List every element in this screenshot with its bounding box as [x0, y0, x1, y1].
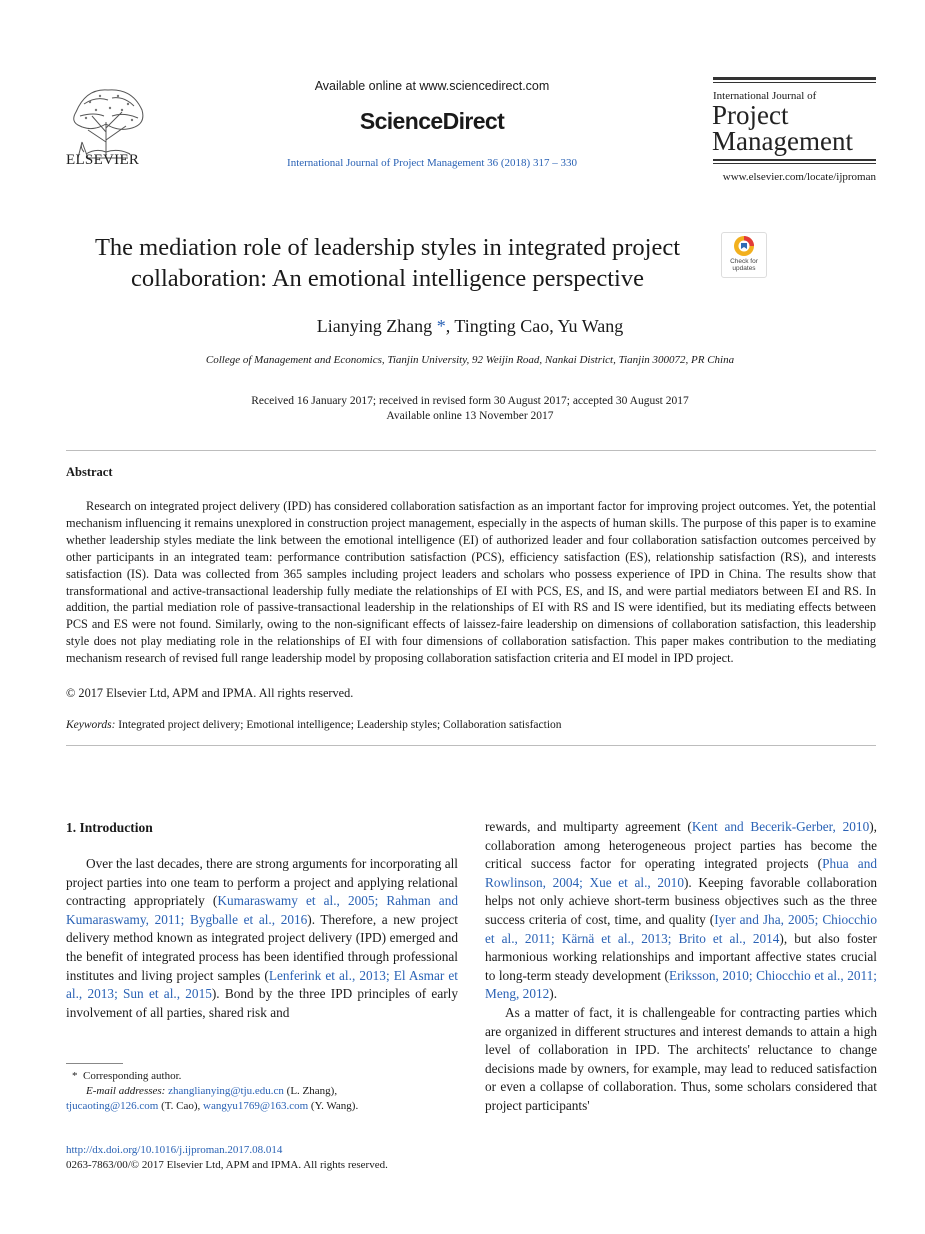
keywords-label: Keywords: — [66, 719, 116, 731]
text-run: ). — [549, 986, 558, 1002]
divider — [66, 450, 876, 451]
doi-link[interactable]: http://dx.doi.org/10.1016/j.ijproman.2017.08.014 — [66, 1144, 283, 1156]
issn-copyright: 0263-7863/00/© 2017 Elsevier Ltd, APM and IPMA. All rights reserved. — [66, 1159, 388, 1171]
citation-link[interactable]: Iyer and Jha, 2005; Chiocchio et al., 2011; Kärnä et al., 2013; Brito et al., 2014 — [485, 911, 877, 946]
email-label: E-mail addresses: — [86, 1085, 166, 1097]
text-run: ). Keeping favorable collaboration helps not only achieve short-term business objectives such as the three success criteria of cost, time, and quality ( — [485, 874, 878, 927]
journal-name-small: International Journal of — [713, 90, 817, 102]
citation-link[interactable]: Eriksson, 2010; Chiocchio et al., 2011; Meng, 2012 — [485, 967, 878, 1002]
available-online: Available online at www.sciencedirect.com — [314, 79, 550, 93]
title-line-2: collaboration: An emotional intelligence perspective — [131, 265, 644, 292]
email-link-wang[interactable]: wangyu1769@163.com — [203, 1100, 309, 1112]
intro-paragraph-1 — [66, 855, 458, 1022]
divider — [66, 745, 876, 746]
dates-received: Received 16 January 2017; received in revised form 30 August 2017; accepted 30 August 2017 — [251, 395, 689, 407]
affiliation: College of Management and Economics, Tianjin University, 92 Weijin Road, Nankai District, Tianjin 300072, PR China — [205, 354, 735, 366]
footnote-corresponding — [66, 1069, 458, 1084]
article-dates — [0, 394, 925, 424]
crossmark-icon — [722, 233, 766, 259]
footnote-rule — [66, 1063, 123, 1064]
footnotes — [66, 1069, 458, 1114]
check-for-updates-button[interactable] — [721, 232, 767, 278]
footnote-emails — [66, 1084, 458, 1099]
journal-citation-link[interactable]: International Journal of Project Management 36 (2018) 317 – 330 — [287, 157, 577, 169]
check-for-updates-label: Check for updates — [730, 258, 758, 272]
email-owner: (Y. Wang). — [308, 1100, 359, 1112]
author-list — [0, 316, 925, 337]
text-run: Over the last decades, there are strong arguments for incorporating all project parties into one team to perform a project and applying relational contracting appropriately ( — [66, 856, 458, 909]
section-heading-introduction: 1. Introduction — [66, 820, 153, 835]
citation-link[interactable]: Lenferink et al., 2013; El Asmar et al., 2013; Sun et al., 2015 — [66, 967, 459, 1002]
other-authors: , Tingting Cao, Yu Wang — [445, 316, 624, 336]
footnote-emails-cont — [66, 1099, 458, 1114]
keywords — [66, 719, 562, 731]
email-link-zhang[interactable]: zhanglianying@tju.edu.cn — [168, 1085, 284, 1097]
journal-url[interactable]: www.elsevier.com/locate/ijproman — [722, 171, 876, 183]
author-zhang[interactable]: Lianying Zhang — [316, 316, 433, 336]
journal-rule — [713, 77, 876, 80]
text-run: rewards, and multiparty agreement ( — [485, 819, 692, 834]
article-title — [40, 232, 735, 294]
abstract-copyright: © 2017 Elsevier Ltd, APM and IPMA. All rights reserved. — [66, 686, 354, 700]
dates-available: Available online 13 November 2017 — [386, 410, 554, 422]
email-owner: (L. Zhang), — [283, 1085, 338, 1097]
corresponding-author: Corresponding author. — [83, 1070, 182, 1082]
text-run: ), collaboration among heterogeneous project parties has become the critical success factor for operating integrated projects ( — [485, 819, 877, 872]
text-run: ). Bond by the three IPD principles of early involvement of all parties, shared risk and — [66, 986, 458, 1020]
intro-paragraph-2: As a matter of fact, it is challengeable for contracting parties which are organized in different structures and interest demands to attain a high level of collaboration in IPD. The architects' reluctance to change decisions made by owners, for example, may lead to reduced satisfaction or even a collapse of collaboration. Thus, some scholars considered that project participants' — [485, 1004, 877, 1113]
publisher-name: ELSEVIER — [66, 152, 140, 168]
journal-name-project: Project — [712, 100, 789, 130]
abstract-heading: Abstract — [66, 465, 113, 479]
corresponding-star[interactable]: * — [436, 316, 446, 336]
body-column-right — [485, 818, 877, 1116]
journal-name-management: Management — [712, 126, 853, 156]
text-run: ), but also foster harmonious working relationships and important affective states crucial to long-term steady development ( — [485, 930, 877, 983]
intro-paragraph-1-cont — [485, 818, 877, 1004]
title-line-1: The mediation role of leadership styles in integrated project — [94, 234, 681, 261]
text-run: ). Therefore, a new project delivery method known as integrated project delivery (IPD) emerged and the benefit of integrated process has been identified through professional institutes and living project samples ( — [66, 911, 458, 983]
journal-rule — [713, 159, 876, 161]
abstract-body — [66, 498, 876, 667]
citation-link[interactable]: Kumaraswamy et al., 2005; Rahman and Kumaraswamy, 2011; Bygballe et al., 2016 — [66, 893, 458, 927]
body-column-left — [66, 855, 458, 1022]
abstract-text: Research on integrated project delivery (IPD) has considered collaboration satisfaction as an important factor for improving project outcomes. Yet, the potential mechanism influencing it remains unexplored in construction project management, especially in the aspects of human skills. The purpose of this paper is to examine whether leadership styles mediate the link between the emotional intelligence (EI) of authorized leader and four collaboration satisfaction outcomes perceived by other participants in an integrated team: performance contribution satisfaction (PCS), efficiency satisfaction (ES), relationship satisfaction (RS), and interests satisfaction (IS). Data was collected from 365 samples including project leaders and scholars who possess experience of IPD in China. The results show that transformational and active-transactional leadership fully mediate the relationships of EI with PCS, ES, and IS, and were partial mediators between EI and RS. In addition, the partial mediation role of passive-transactional leadership in the relationships of EI with RS and IS were identified, but its mediating effects between PCS and ES were not found. Similarly, owing to the non-significant effects of laissez-faire leadership on dimensions of collaboration satisfaction, this leadership style does not play mediating role in the relationships of EI with four dimensions of collaboration satisfaction. This paper makes contribution to the mediating mechanism research of revised full range leadership model by proposing collaboration satisfaction criteria and EI model in IPD project. — [66, 499, 876, 666]
email-link-cao[interactable]: tjucaoting@126.com — [66, 1100, 159, 1112]
footnote-star: * — [72, 1070, 78, 1082]
sciencedirect-wordmark[interactable]: ScienceDirect — [359, 108, 505, 134]
citation-link[interactable]: Phua and Rowlinson, 2004; Xue et al., 2010 — [485, 856, 877, 890]
journal-rule — [713, 163, 876, 164]
journal-rule — [713, 82, 876, 83]
keywords-list: Integrated project delivery; Emotional intelligence; Leadership styles; Collaboration satisfaction — [118, 719, 562, 731]
email-owner: (T. Cao), — [158, 1100, 204, 1112]
citation-link[interactable]: Kent and Becerik-Gerber, 2010 — [691, 819, 870, 834]
